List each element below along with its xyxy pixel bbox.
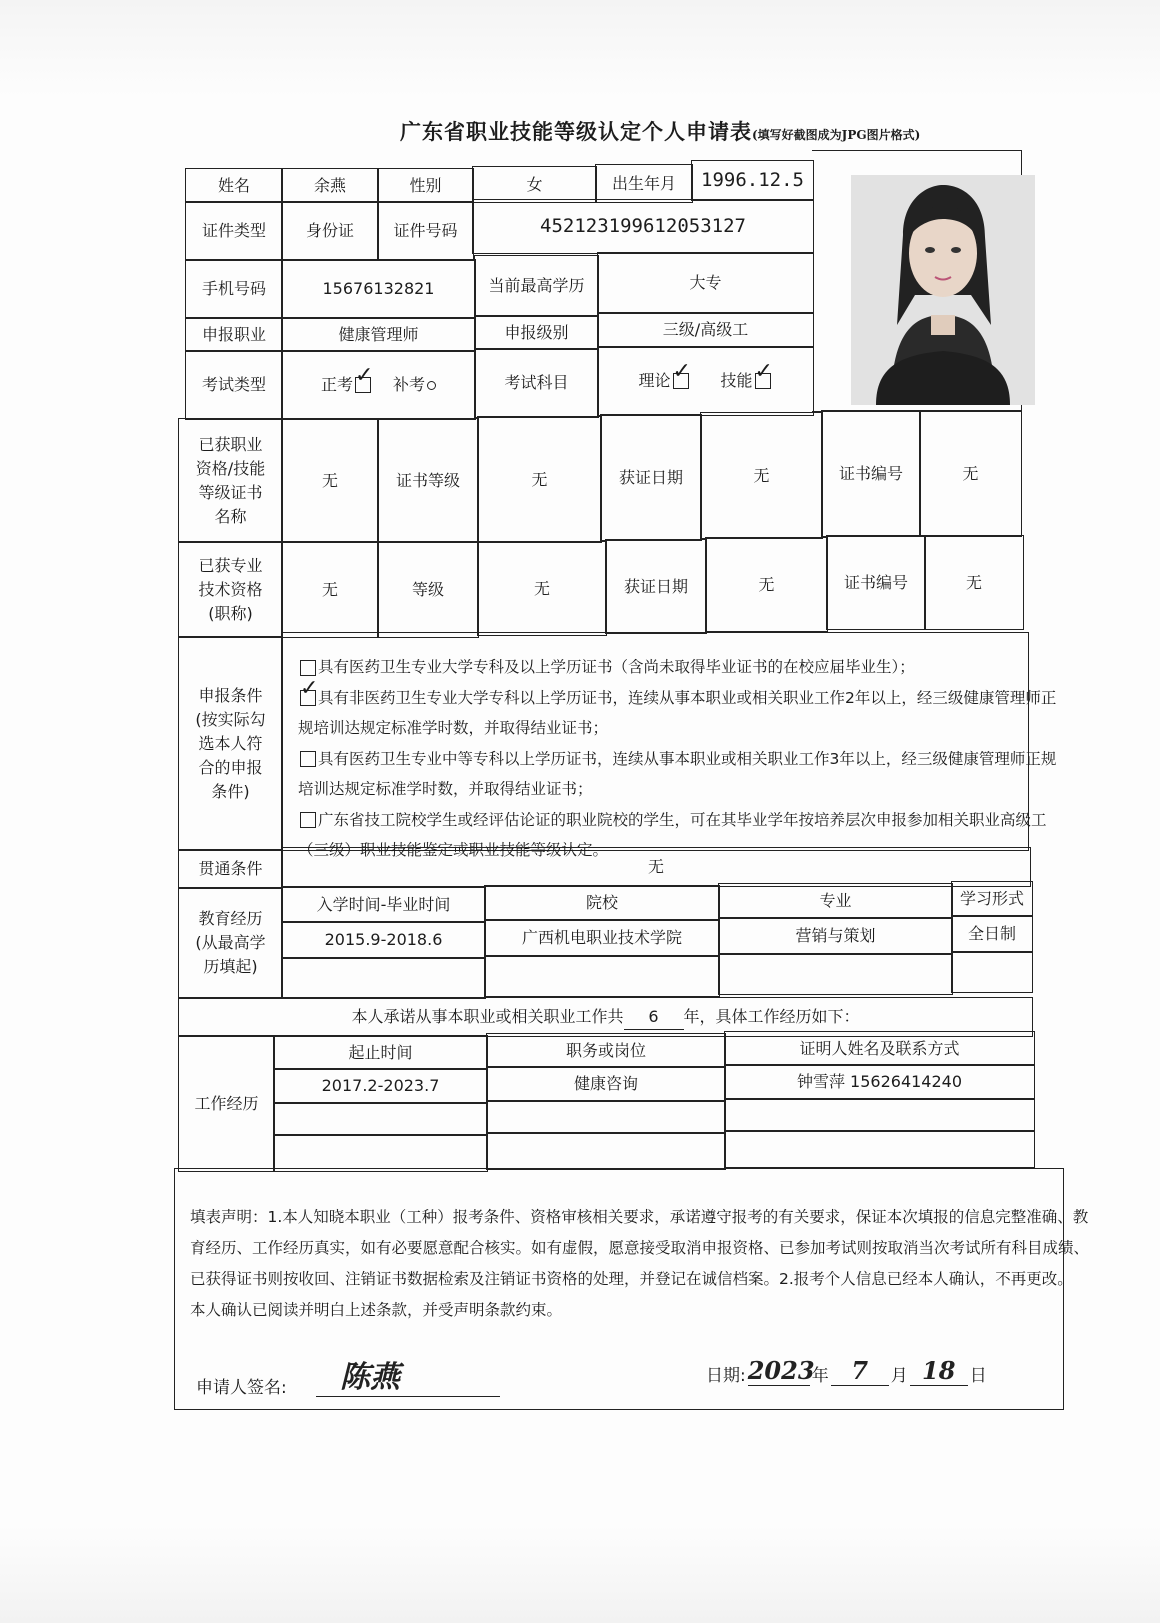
title-text: 广东省职业技能等级认定个人申请表 bbox=[400, 119, 752, 144]
work-position-3 bbox=[486, 1132, 726, 1170]
title-note: (填写好截图成为JPG图片格式) bbox=[752, 128, 921, 142]
label-id-type: 证件类型 bbox=[185, 201, 283, 261]
declaration-paragraph-2: 本人确认已阅读并明白上述条款，并受声明条款约束。 bbox=[190, 1301, 563, 1319]
edu-major-2 bbox=[718, 953, 953, 995]
date-day-unit: 日 bbox=[969, 1366, 987, 1386]
condition-checkbox-2[interactable]: ✓ bbox=[300, 690, 316, 706]
label-occupation: 申报职业 bbox=[185, 317, 283, 352]
skill-checkbox[interactable]: ✓ bbox=[755, 373, 771, 389]
label-tech-no: 证书编号 bbox=[826, 535, 926, 630]
work-period-1: 2017.2-2023.7 bbox=[273, 1068, 488, 1104]
theory-label: 理论 bbox=[638, 371, 671, 390]
condition-text-2: 具有非医药卫生专业大学专科以上学历证书，连续从事本职业或相关职业工作2年以上，经三级健康管理师正规培训达规定标准学时数，并取得结业证书； bbox=[298, 688, 1057, 737]
value-birth: 1996.12.5 bbox=[691, 160, 814, 201]
edu-mode-2 bbox=[951, 951, 1033, 993]
value-name: 余燕 bbox=[281, 168, 379, 203]
label-id-number: 证件号码 bbox=[377, 201, 474, 261]
subject-options bbox=[597, 346, 814, 416]
label-level: 申报级别 bbox=[474, 315, 599, 350]
edu-header-school: 院校 bbox=[484, 885, 720, 921]
tech-name-value: 无 bbox=[281, 541, 379, 638]
condition-item bbox=[298, 744, 1058, 805]
signature-label: 申请人签名: bbox=[196, 1378, 287, 1398]
value-id-number: 452123199612053127 bbox=[472, 199, 814, 254]
portrait-image bbox=[851, 175, 1035, 405]
work-period-2 bbox=[273, 1102, 488, 1136]
conditions-list bbox=[298, 652, 1058, 866]
label-exam-type: 考试类型 bbox=[185, 350, 283, 420]
signature-line bbox=[316, 1352, 500, 1397]
tech-grade-value: 无 bbox=[477, 541, 607, 636]
work-period-3 bbox=[273, 1134, 488, 1172]
condition-checkbox-3[interactable] bbox=[300, 751, 316, 767]
value-occupation: 健康管理师 bbox=[281, 317, 476, 352]
edu-header-mode: 学习形式 bbox=[951, 881, 1033, 917]
condition-checkbox-4[interactable] bbox=[300, 812, 316, 828]
work-header-position: 职务或岗位 bbox=[486, 1033, 726, 1068]
label-through: 贯通条件 bbox=[178, 849, 283, 889]
label-name: 姓名 bbox=[185, 168, 283, 203]
label-cert-date: 获证日期 bbox=[600, 414, 702, 541]
work-years-value: 6 bbox=[624, 1005, 684, 1030]
exam-type-options bbox=[281, 350, 476, 420]
edu-period-2 bbox=[281, 957, 486, 999]
condition-text-1: 具有医药卫生专业大学专科及以上学历证书（含尚未取得毕业证书的在校应届毕业生）； bbox=[318, 658, 915, 676]
label-cert-level: 证书等级 bbox=[377, 418, 479, 543]
qual-name-value: 无 bbox=[281, 418, 379, 543]
label-conditions: 申报条件(按实际勾选本人符合的申报条件) bbox=[178, 636, 283, 851]
tech-date-value: 无 bbox=[705, 537, 828, 632]
date-month: 7 bbox=[831, 1356, 889, 1386]
value-education: 大专 bbox=[597, 252, 814, 314]
label-tech-date: 获证日期 bbox=[605, 539, 707, 634]
exam-first-label: 正考 bbox=[320, 375, 353, 394]
date-year-unit: 年 bbox=[811, 1366, 829, 1386]
label-education: 当前最高学历 bbox=[474, 255, 599, 317]
declaration-text bbox=[190, 1202, 1090, 1326]
qual-level-value: 无 bbox=[477, 416, 602, 543]
label-subjects: 考试科目 bbox=[474, 348, 599, 418]
date-day: 18 bbox=[910, 1356, 968, 1386]
condition-text-3: 具有医药卫生专业中等专科以上学历证书，连续从事本职业或相关职业工作3年以上，经三级健康管理师正规培训达规定标准学时数，并取得结业证书； bbox=[298, 749, 1057, 798]
edu-mode-1: 全日制 bbox=[951, 915, 1033, 953]
sign-date bbox=[706, 1356, 987, 1386]
label-grade: 等级 bbox=[377, 541, 479, 638]
exam-retake-radio[interactable] bbox=[427, 381, 436, 390]
qual-date-value: 无 bbox=[700, 412, 823, 539]
date-month-unit: 月 bbox=[890, 1366, 908, 1386]
value-gender: 女 bbox=[472, 166, 597, 203]
work-witness-3 bbox=[724, 1130, 1035, 1168]
declaration-paragraph-1: 填表声明：1.本人知晓本职业（工种）报考条件、资格审核相关要求，承诺遵守报考的有关要求，保证本次填报的信息完整准确、教育经历、工作经历真实，如有必要愿意配合核实。如有虚假，愿意接受取消申报资格、已参加考试则按取消当次考试所有科目成绩、已获得证书则按收回、注销证书数据检索及注销证书资格的处理，并登记在诚信档案。2.报考个人信息已经本人确认，不再更改。 bbox=[190, 1208, 1090, 1288]
applicant-photo bbox=[851, 175, 1035, 405]
work-commit-before: 本人承诺从事本职业或相关职业工作共 bbox=[351, 1007, 624, 1026]
work-witness-1: 钟雪萍 15626414240 bbox=[724, 1064, 1035, 1100]
work-header-witness: 证明人姓名及联系方式 bbox=[724, 1031, 1035, 1066]
condition-item bbox=[298, 676, 1058, 744]
condition-item bbox=[298, 652, 1058, 683]
work-position-2 bbox=[486, 1100, 726, 1134]
theory-checkbox[interactable]: ✓ bbox=[673, 373, 689, 389]
label-phone: 手机号码 bbox=[185, 259, 283, 319]
work-header-period: 起止时间 bbox=[273, 1035, 488, 1070]
work-commit-after: 年，具体工作经历如下： bbox=[683, 1007, 860, 1026]
exam-retake-label: 补考 bbox=[393, 375, 426, 394]
exam-first-checkbox[interactable]: ✓ bbox=[355, 377, 371, 393]
label-birth: 出生年月 bbox=[595, 164, 693, 203]
form-title bbox=[400, 116, 920, 146]
qual-number-value: 无 bbox=[919, 410, 1022, 537]
work-position-1: 健康咨询 bbox=[486, 1066, 726, 1102]
tech-number-value: 无 bbox=[924, 535, 1024, 630]
edu-major-1: 营销与策划 bbox=[718, 917, 953, 955]
label-edu-history: 教育经历(从最高学历填起) bbox=[178, 887, 283, 999]
value-level: 三级/高级工 bbox=[597, 312, 814, 348]
edu-period-1: 2015.9-2018.6 bbox=[281, 921, 486, 959]
date-label: 日期: bbox=[706, 1366, 746, 1386]
edu-school-2 bbox=[484, 955, 720, 997]
edu-header-period: 入学时间-毕业时间 bbox=[281, 887, 486, 923]
condition-text-4: 广东省技工院校学生或经评估论证的职业院校的学生，可在其毕业学年按培养层次申报参加相关职业高级工（三级）职业技能鉴定或职业技能等级认定。 bbox=[298, 810, 1047, 859]
value-id-type: 身份证 bbox=[281, 201, 379, 261]
label-cert-no: 证书编号 bbox=[821, 410, 921, 537]
edu-header-major: 专业 bbox=[718, 883, 953, 919]
value-phone: 15676132821 bbox=[281, 259, 476, 319]
skill-label: 技能 bbox=[720, 371, 753, 390]
condition-checkbox-1[interactable] bbox=[300, 660, 316, 676]
through-value: 无 bbox=[281, 847, 1031, 887]
work-witness-2 bbox=[724, 1098, 1035, 1132]
edu-school-1: 广西机电职业技术学院 bbox=[484, 919, 720, 957]
date-year: 2023 bbox=[747, 1356, 815, 1385]
label-gender: 性别 bbox=[377, 168, 474, 203]
label-work-history: 工作经历 bbox=[178, 1035, 275, 1172]
label-tech-title: 已获专业技术资格(职称) bbox=[178, 541, 283, 638]
signature-handwriting: 陈燕 bbox=[340, 1360, 400, 1395]
label-qual-cert: 已获职业资格/技能等级证书名称 bbox=[178, 418, 283, 543]
